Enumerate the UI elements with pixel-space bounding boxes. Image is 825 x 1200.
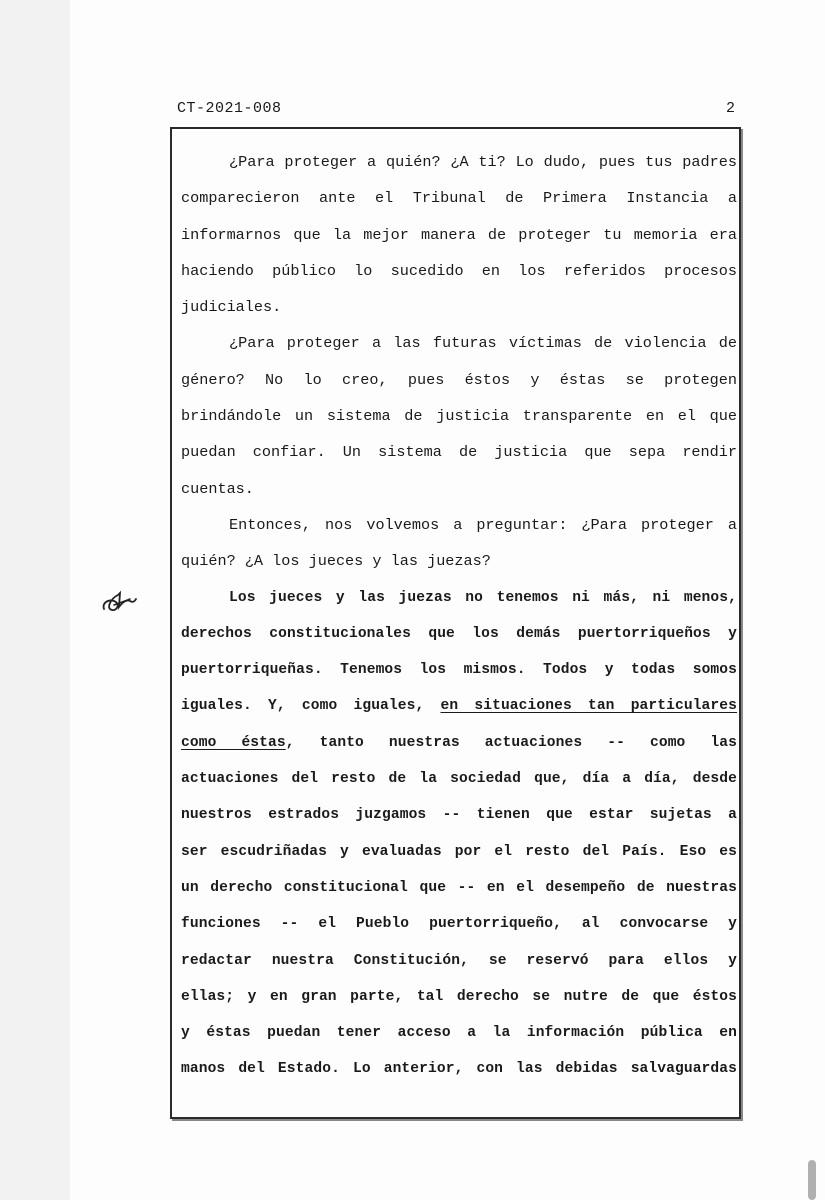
text-segment: , tanto nuestras actuaciones -- como las — [285, 734, 738, 751]
text-line: y éstas puedan tener acceso a la información pública en — [181, 1025, 737, 1042]
text-line: un derecho constitucional que -- en el desempeño de nuestras — [181, 879, 737, 896]
vertical-scrollbar[interactable] — [808, 1160, 816, 1200]
text-line: redactar nuestra Constitución, se reservó para ellos y — [181, 952, 737, 969]
text-line: haciendo público lo sucedido en los referidos procesos — [181, 261, 737, 280]
text-line: brindándole un sistema de justicia transparente en el que — [181, 407, 737, 426]
paragraph-4-bold — [181, 588, 737, 1096]
text-line: ¿Para proteger a las futuras víctimas de violencia de — [229, 334, 737, 353]
text-line: informarnos que la mejor manera de proteger tu memoria era — [181, 225, 737, 244]
text-line: cuentas. — [181, 479, 254, 498]
page-number: 2 — [726, 100, 736, 117]
text-line: género? No lo creo, pues éstos y éstas se protegen — [181, 370, 737, 389]
underlined-text: como éstas — [181, 734, 286, 751]
paragraph-3 — [181, 515, 737, 588]
text-line: quién? ¿A los jueces y las juezas? — [181, 552, 491, 571]
text-line — [181, 733, 737, 769]
paragraph-1 — [181, 152, 737, 333]
document-body — [181, 152, 737, 1096]
text-line — [181, 696, 737, 732]
text-line: manos del Estado. Lo anterior, con las debidas salvaguardas — [181, 1061, 737, 1078]
text-line: ¿Para proteger a quién? ¿A ti? Lo dudo, pues tus padres — [229, 153, 737, 171]
handwritten-initials-mark — [100, 587, 138, 617]
page-left-margin — [0, 0, 70, 1200]
text-line: funciones -- el Pueblo puertorriqueño, al convocarse y — [181, 916, 737, 933]
text-line: puertorriqueñas. Tenemos los mismos. Todos y todas somos — [181, 662, 737, 679]
text-line: nuestros estrados juzgamos -- tienen que estar sujetas a — [181, 807, 737, 824]
text-segment: iguales. Y, como iguales, — [181, 698, 441, 715]
text-line: derechos constitucionales que los demás puertorriqueños y — [181, 625, 737, 642]
text-line: ser escudriñadas y evaluadas por el resto del País. Eso es — [181, 843, 737, 860]
case-number: CT-2021-008 — [177, 100, 282, 117]
text-line: comparecieron ante el Tribunal de Primera Instancia a — [181, 189, 737, 208]
text-line: actuaciones del resto de la sociedad que, día a día, desde — [181, 771, 737, 788]
text-line: puedan confiar. Un sistema de justicia que sepa rendir — [181, 443, 737, 462]
paragraph-2 — [181, 333, 737, 514]
underlined-text: en situaciones tan particulares — [440, 698, 737, 715]
text-line: Entonces, nos volvemos a preguntar: ¿Para proteger a — [229, 515, 737, 534]
text-line: judiciales. — [181, 298, 282, 317]
text-line: ellas; y en gran parte, tal derecho se nutre de que éstos — [181, 988, 737, 1005]
text-line: Los jueces y las juezas no tenemos ni más, ni menos, — [229, 589, 737, 606]
